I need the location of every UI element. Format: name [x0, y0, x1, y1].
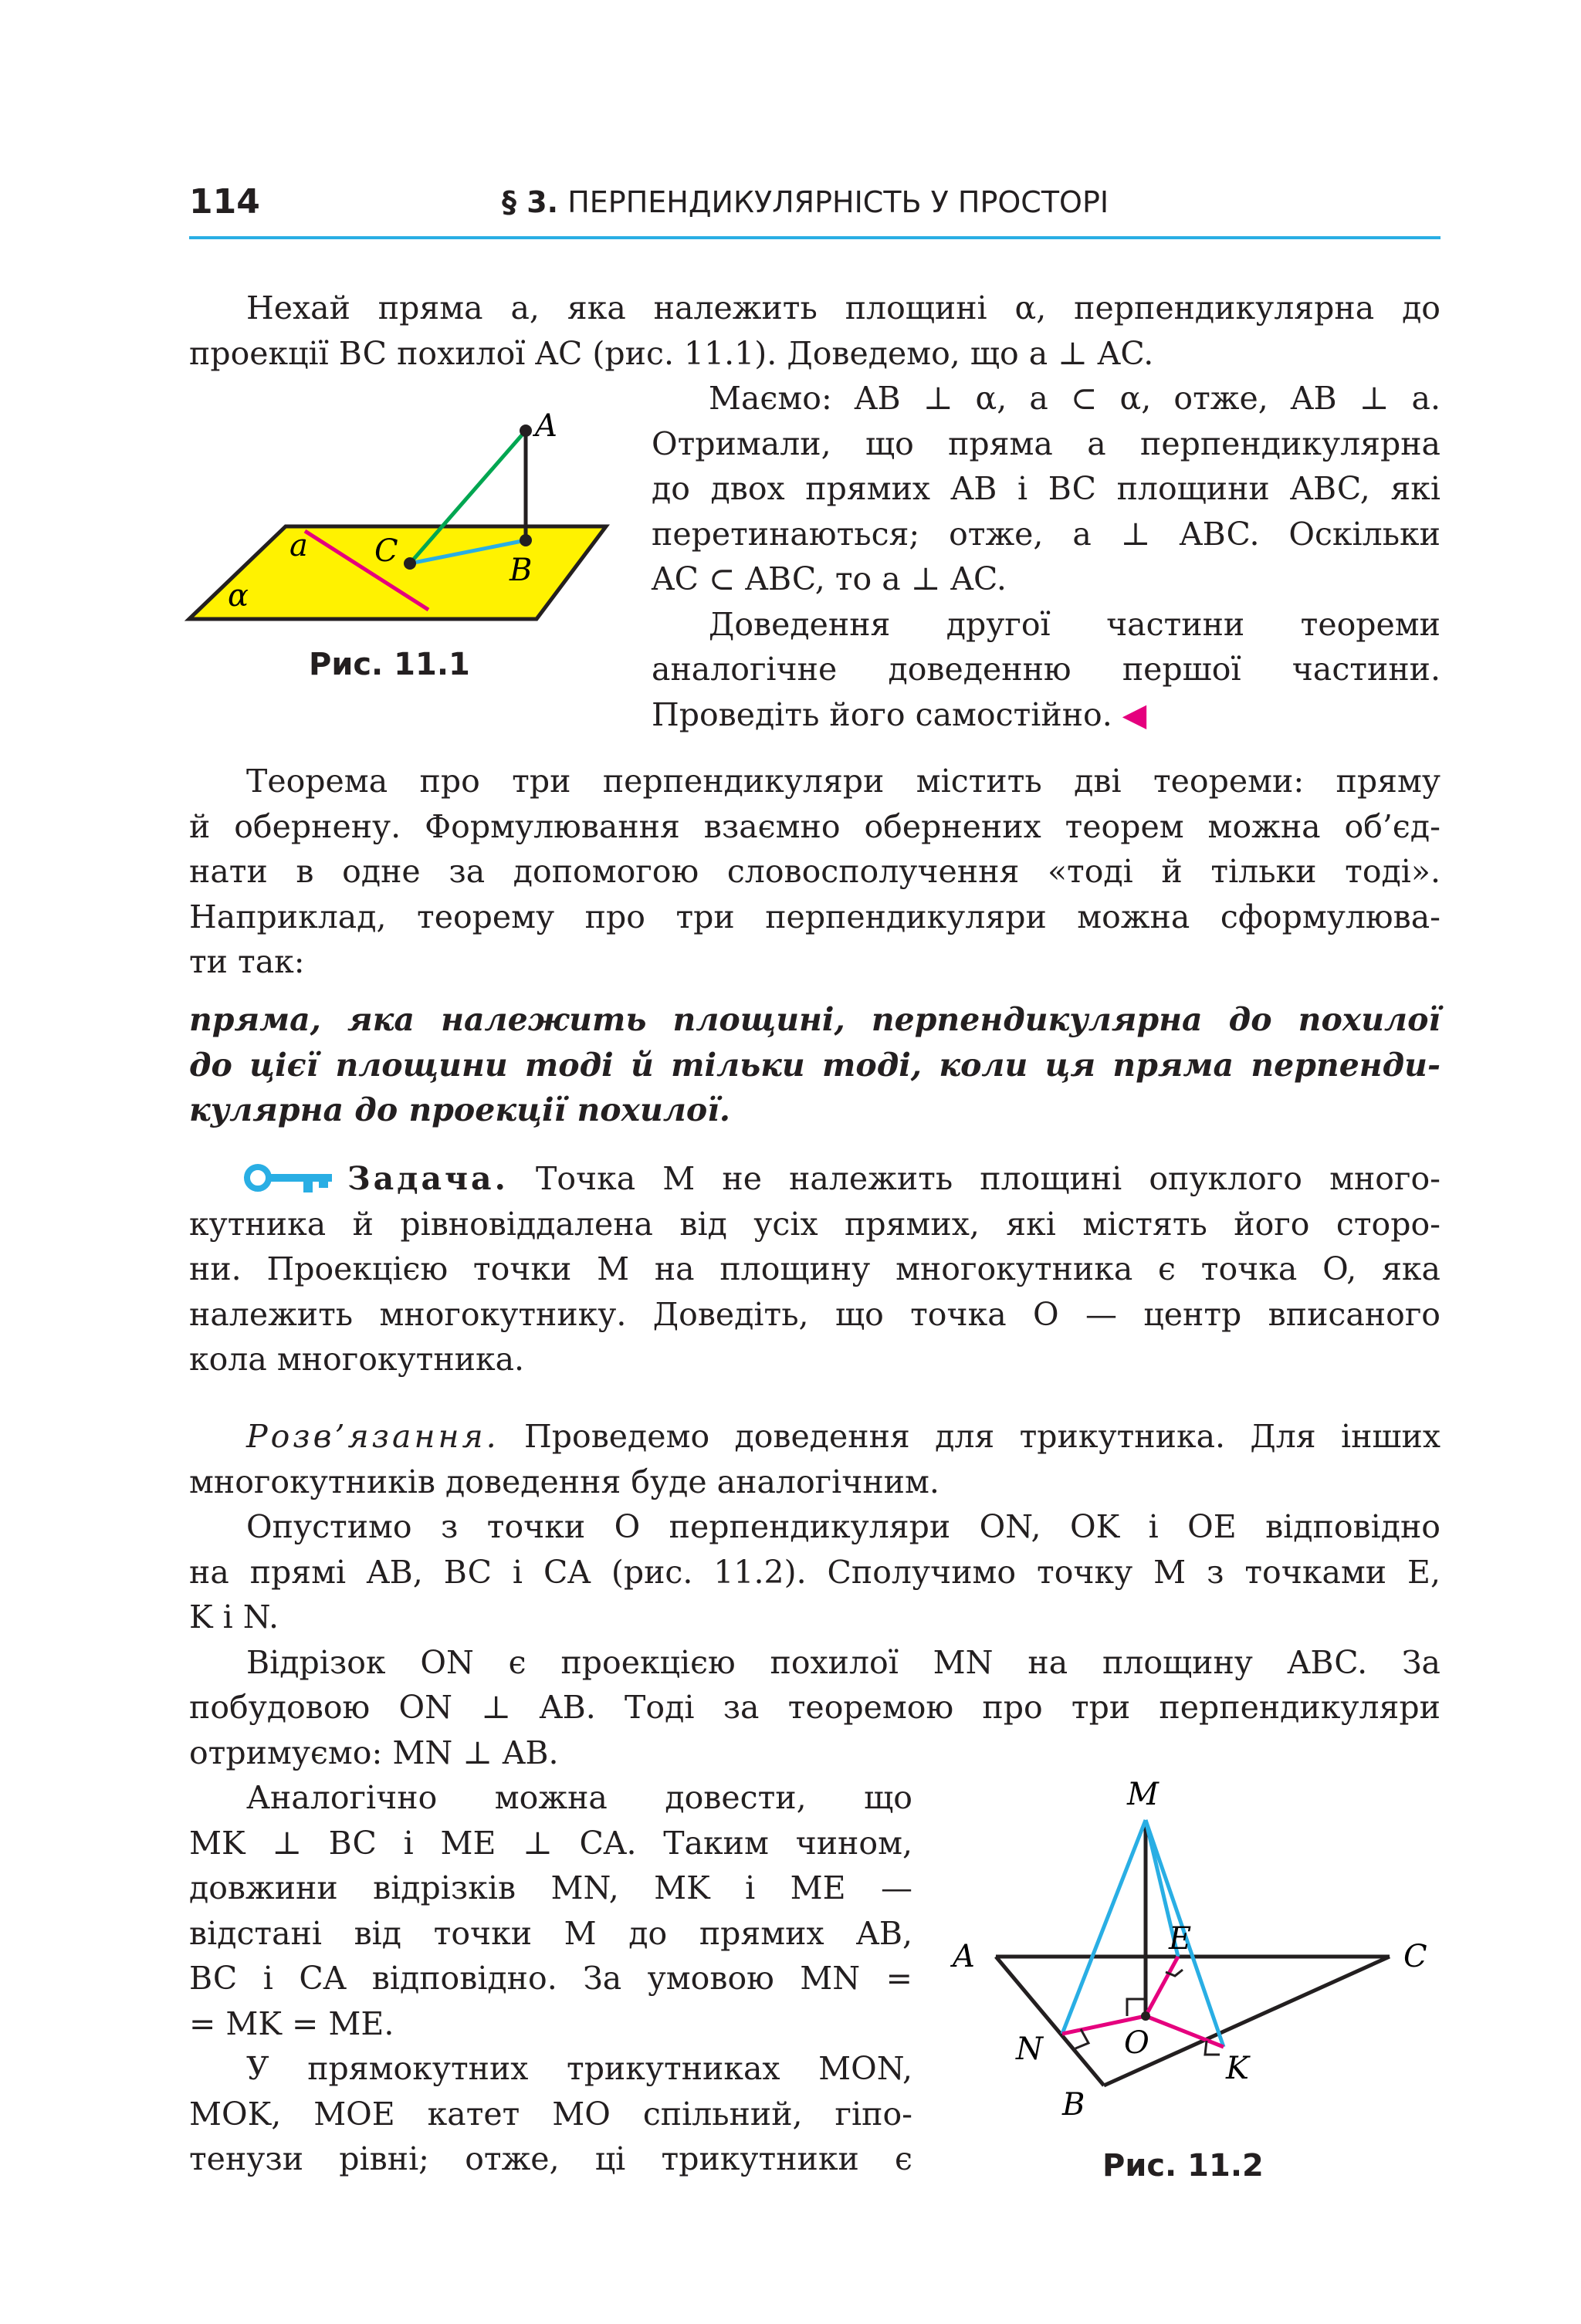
label-b-point: B	[510, 553, 533, 588]
text-line: Доведення другої частини теореми	[709, 605, 1441, 643]
text-line: кола многокутника.	[189, 1341, 525, 1378]
label-m: M	[1127, 1777, 1159, 1812]
figure-caption: Рис. 11.1	[309, 647, 470, 682]
text-line: нати в одне за допомогою словосполучення «тоді й тільки тоді».	[189, 853, 1441, 890]
segment-ok	[1146, 2016, 1224, 2047]
text-line: довжини відрізків MN, MK і ME —	[189, 1869, 912, 1906]
text-line	[189, 1156, 1441, 1202]
label-alpha: α	[228, 578, 249, 614]
point-c	[404, 557, 416, 570]
text-line: на прямі AB, BC і CA (рис. 11.2). Сполучимо точку M з точками E,	[189, 1553, 1441, 1591]
text-line: MK ⊥ BC і ME ⊥ CA. Таким чином,	[189, 1824, 912, 1862]
text-line: перетинаються; отже, a ⊥ ABC. Оскільки	[652, 515, 1441, 553]
figure-11-2	[942, 1768, 1451, 2130]
label-k: K	[1226, 2051, 1249, 2086]
text-line: Проведіть його самостійно.	[652, 695, 1112, 733]
text-line: кулярна до проекції похилої.	[189, 1091, 731, 1128]
text-line: У прямокутних трикутниках MON,	[246, 2050, 912, 2087]
text-line: AC ⊂ ABC, то a ⊥ AC.	[652, 560, 1007, 597]
solution-block	[189, 1414, 1441, 1775]
text-line: Точка M не належить площині опуклого много-	[536, 1160, 1441, 1197]
text-line: Наприклад, теорему про три перпендикуляри можна сформулюва-	[189, 898, 1441, 935]
page-number: 114	[189, 182, 260, 222]
text-line: отримуємо: MN ⊥ AB.	[189, 1734, 559, 1771]
text-line	[652, 692, 1441, 738]
text-line: Аналогічно можна довести, що	[246, 1779, 912, 1816]
text-line: аналогічне доведенню першої частини.	[652, 651, 1441, 688]
label-a: A	[953, 1939, 975, 1974]
paragraph-2	[652, 376, 1441, 737]
section-header	[502, 185, 1109, 219]
text-line: BC і CA відповідно. За умовою MN =	[189, 1960, 912, 1997]
text-line: Теорема про три перпендикуляри містить дві теореми: пряму	[246, 763, 1441, 800]
section-title: ПЕРПЕНДИКУЛЯРНІСТЬ У ПРОСТОРІ	[567, 185, 1109, 219]
text-line: належить многокутнику. Доведіть, що точка O — центр вписаного	[189, 1295, 1441, 1333]
text-line	[189, 1414, 1441, 1460]
text-line: відстані від точки M до прямих AB,	[189, 1914, 912, 1952]
text-line: до цієї площини тоді й тільки тоді, коли ця пряма перпенди-	[189, 1046, 1441, 1084]
point-o	[1141, 2011, 1150, 2021]
label-c-point: C	[374, 533, 398, 569]
text-line: пряма, яка належить площині, перпендикулярна до похилої	[189, 1001, 1441, 1038]
label-b: B	[1062, 2087, 1085, 2123]
label-o: O	[1124, 2025, 1149, 2061]
point-b	[520, 534, 532, 546]
text-line: ни. Проекцією точки M на площину многокутника є точка O, яка	[189, 1250, 1441, 1287]
label-line-a: a	[289, 528, 308, 563]
segment-mn	[1062, 1820, 1146, 2034]
text-line: й обернену. Формулювання взаємно обернених теорем можна об’єд-	[189, 807, 1441, 845]
text-line: Отримали, що пряма a перпендикулярна	[652, 425, 1441, 462]
point-a	[520, 425, 532, 437]
text-line: Відрізок ON є проекцією похилої MN на площину ABC. За	[246, 1643, 1441, 1681]
text-line: Проведемо доведення для трикутника. Для інших	[524, 1418, 1441, 1455]
text-line: Опустимо з точки O перпендикуляри ON, OK і OE відповідно	[246, 1508, 1441, 1545]
solution-narrow-block	[189, 1775, 912, 2182]
text-line: тенузи рівні; отже, ці трикутники є	[189, 2140, 912, 2177]
text-line: многокутників доведення буде аналогічним.	[189, 1463, 939, 1500]
figure-caption: Рис. 11.2	[1102, 2148, 1264, 2184]
text-line: MOK, MOE катет MO спільний, гіпо-	[189, 2095, 912, 2133]
end-of-proof-marker: ◀	[1122, 695, 1147, 733]
text-line: Нехай пряма a, яка належить площині α, перпендикулярна до	[246, 289, 1441, 326]
text-line: ти так:	[189, 943, 305, 980]
figure-11-1	[181, 401, 621, 641]
header-rule	[189, 236, 1441, 239]
label-n: N	[1016, 2031, 1043, 2067]
text-line: проекції BC похилої AC (рис. 11.1). Доведемо, що a ⊥ AC.	[189, 334, 1154, 372]
text-line: = MK = ME.	[189, 2004, 394, 2042]
text-line: побудовою ON ⊥ AB. Тоді за теоремою про три перпендикуляри	[189, 1689, 1441, 1726]
task-label: Задача.	[347, 1160, 509, 1197]
text-line: кутника й рівновіддалена від усіх прямих, які містять його сторо-	[189, 1205, 1441, 1243]
label-a-point: A	[535, 408, 557, 444]
label-e: E	[1169, 1921, 1192, 1957]
text-line: до двох прямих AB і BC площини ABC, які	[652, 470, 1441, 507]
text-line: Маємо: AB ⊥ α, a ⊂ α, отже, AB ⊥ a.	[709, 380, 1441, 417]
segment-oe	[1146, 1957, 1178, 2016]
label-c: C	[1403, 1939, 1427, 1974]
paragraph-4	[189, 759, 1441, 985]
paragraph-1	[189, 286, 1441, 376]
side-ab	[996, 1957, 1104, 2086]
solution-label: Розв’язання.	[246, 1418, 499, 1455]
section-prefix: § 3.	[502, 185, 559, 219]
text-line: K і N.	[189, 1598, 279, 1636]
theorem-statement	[189, 997, 1441, 1133]
task-block	[189, 1156, 1441, 1382]
